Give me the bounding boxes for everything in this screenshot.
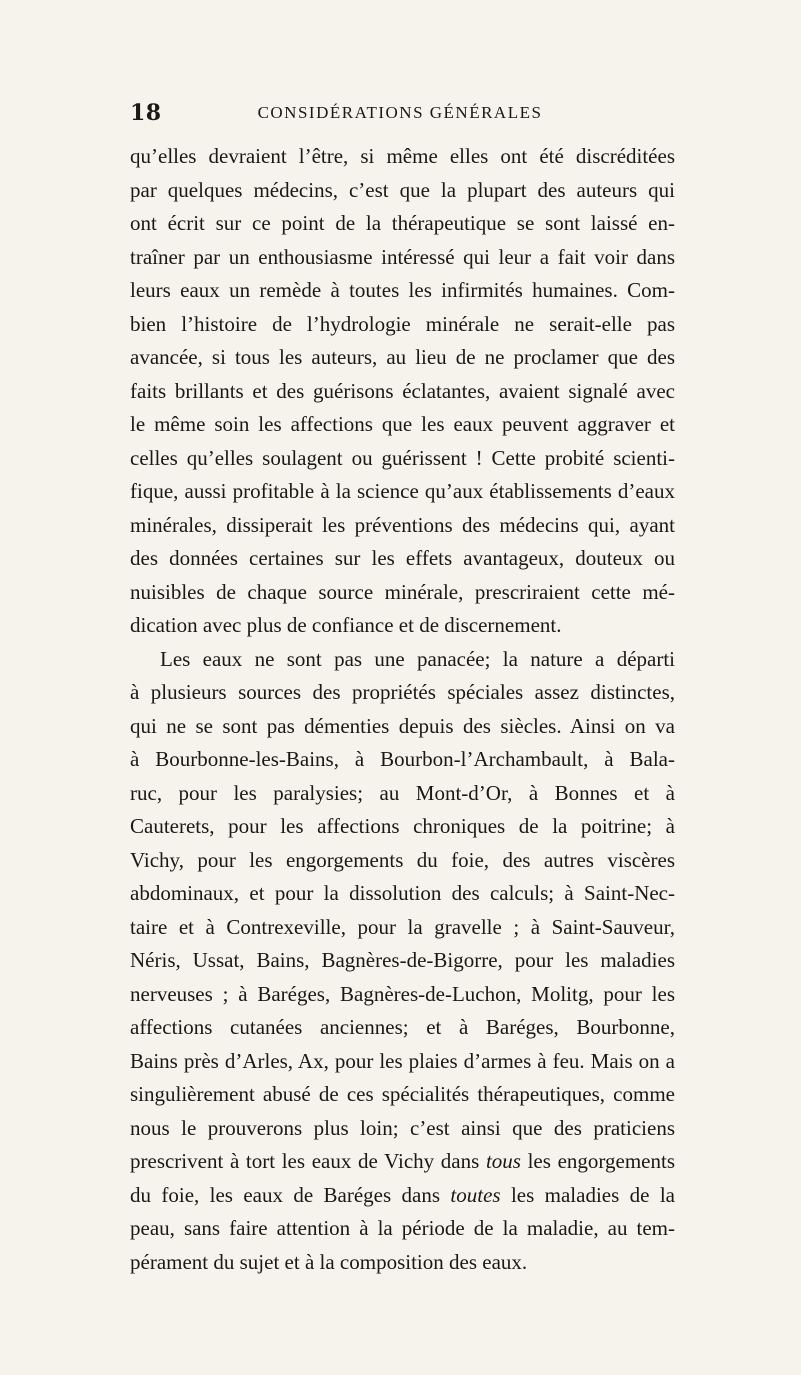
text-line: à plusieurs sources des propriétés spéciales assez distinctes, [130, 680, 675, 704]
text-line-with-italic [130, 1179, 675, 1213]
running-head: CONSIDÉRATIONS GÉNÉRALES [257, 103, 543, 122]
text-segment: les engorgements [520, 1149, 675, 1173]
text-line: Vichy, pour les engorgements du foie, des autres viscères [130, 847, 675, 872]
page-header [130, 100, 670, 130]
text-line: bien l’histoire de l’hydrologie minérale ne serait-elle pas [130, 311, 675, 336]
text-line: affections cutanées anciennes; et à Baréges, Bourbonne, [130, 1015, 675, 1039]
text-line: minérales, dissiperait les préventions des médecins qui, ayant [130, 512, 675, 537]
italic-word: toutes [450, 1182, 501, 1207]
text-line: fique, aussi profitable à la science qu’aux établissements d’eaux [130, 479, 675, 503]
text-line: ruc, pour les paralysies; au Mont-d’Or, à Bonnes et à [130, 780, 675, 805]
text-line: celles qu’elles soulagent ou guérissent ! Cette probité scienti- [130, 445, 675, 470]
text-line: Néris, Ussat, Bains, Bagnères-de-Bigorre, pour les maladies [130, 948, 675, 972]
text-line: des données certaines sur les effets avantageux, douteux ou [130, 546, 675, 570]
text-line: Bains près d’Arles, Ax, pour les plaies d’armes à feu. Mais on a [130, 1048, 675, 1073]
text-segment: les maladies de la [500, 1182, 675, 1207]
italic-word: tous [485, 1149, 521, 1173]
text-line: nerveuses ; à Baréges, Bagnères-de-Luchon, Molitg, pour les [130, 981, 675, 1006]
text-line: Cauterets, pour les affections chroniques de la poitrine; à [130, 814, 675, 838]
text-line: taire et à Contrexeville, pour la gravelle ; à Saint-Sauveur, [130, 914, 675, 939]
text-line: leurs eaux un remède à toutes les infirmités humaines. Com- [130, 278, 675, 302]
text-line-with-italic [130, 1145, 675, 1179]
text-line: Les eaux ne sont pas une panacée; la nature a départi [160, 646, 675, 671]
text-line: qui ne se sont pas démenties depuis des siècles. Ainsi on va [130, 713, 675, 738]
paragraph-1 [130, 140, 675, 643]
text-line: le même soin les affections que les eaux peuvent aggraver et [130, 412, 675, 436]
text-line: dication avec plus de confiance et de discernement. [130, 613, 562, 637]
page-number: 18 [130, 100, 162, 126]
paragraph-2 [130, 643, 675, 1280]
text-line: traîner par un enthousiasme intéressé qui leur a fait voir dans [130, 244, 675, 269]
text-line: peau, sans faire attention à la période de la maladie, au tem- [130, 1216, 675, 1240]
text-line: nous le prouverons plus loin; c’est ainsi que des praticiens [130, 1115, 675, 1140]
text-segment: prescrivent à tort les eaux de Vichy dans [130, 1149, 486, 1173]
text-line: par quelques médecins, c’est que la plupart des auteurs qui [130, 177, 675, 202]
text-line: abdominaux, et pour la dissolution des calculs; à Saint-Nec- [130, 881, 675, 905]
text-segment: du foie, les eaux de Baréges dans [130, 1182, 451, 1207]
body-text [130, 140, 675, 1279]
text-line: pérament du sujet et à la composition des eaux. [130, 1249, 528, 1274]
text-line: qu’elles devraient l’être, si même elles ont été discréditées [130, 144, 675, 168]
text-line: à Bourbonne-les-Bains, à Bourbon-l’Archambault, à Bala- [130, 747, 675, 771]
text-line: avancée, si tous les auteurs, au lieu de ne proclamer que des [130, 345, 675, 369]
text-line: nuisibles de chaque source minérale, prescriraient cette mé- [130, 579, 675, 604]
text-line: ont écrit sur ce point de la thérapeutique se sont laissé en- [130, 211, 675, 235]
text-line: singulièrement abusé de ces spécialités thérapeutiques, comme [130, 1082, 675, 1106]
text-line: faits brillants et des guérisons éclatantes, avaient signalé avec [130, 378, 675, 403]
